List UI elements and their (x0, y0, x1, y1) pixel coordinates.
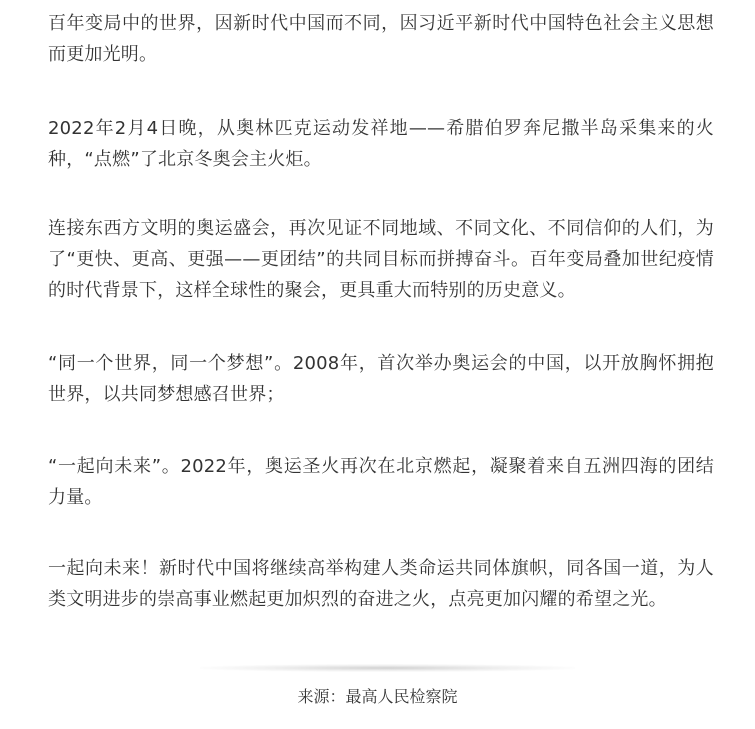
article-paragraph: “同一个世界，同一个梦想”。2008年，首次举办奥运会的中国，以开放胸怀拥抱世界，以共同梦想感召世界； (48, 353, 714, 405)
article-paragraph: 百年变局中的世界，因新时代中国而不同，因习近平新时代中国特色社会主义思想而更加光明。 (48, 13, 714, 65)
article-paragraph: 一起向未来！新时代中国将继续高举构建人类命运共同体旗帜，同各国一道，为人类文明进步的崇高事业燃起更加炽烈的奋进之火，点亮更加闪耀的希望之光。 (48, 558, 714, 610)
source-credit: 来源：最高人民检察院 (297, 687, 458, 706)
article-paragraph: 连接东西方文明的奥运盛会，再次见证不同地域、不同文化、不同信仰的人们，为了“更快、更高、更强——更团结”的共同目标而拼搏奋斗。百年变局叠加世纪疫情的时代背景下，这样全球性的聚会，更具重大而特别的历史意义。 (48, 218, 714, 301)
section-divider (200, 664, 575, 672)
article-paragraph: “一起向未来”。2022年，奥运圣火再次在北京燃起，凝聚着来自五洲四海的团结力量。 (48, 456, 714, 508)
article-paragraph: 2022年2月4日晚，从奥林匹克运动发祥地——希腊伯罗奔尼撒半岛采集来的火种，“点燃”了北京冬奥会主火炬。 (48, 118, 714, 170)
